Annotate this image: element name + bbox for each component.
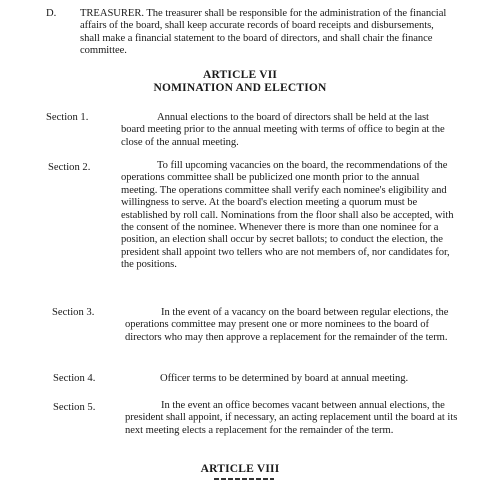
section-3-text: In the event of a vacancy on the board between regular elections, the operations committee may present one or more nominees to the board of directors who may then approve a replacement for the remainder of the term. xyxy=(125,307,449,343)
article-7-subtitle: NOMINATION AND ELECTION xyxy=(153,82,327,94)
section-3-label: Section 3. xyxy=(52,307,95,318)
section-4-label: Section 4. xyxy=(53,373,96,384)
section-1-label: Section 1. xyxy=(46,112,89,123)
section-2-label: Section 2. xyxy=(48,162,91,173)
section-2-text: To fill upcoming vacancies on the board, the recommendations of the operations committee shall be publicized one month prior to the annual meeting. The operations committee shall verify each nominee's eligibility and willingness to serve. At the board's election meeting a quorum must be established by roll call. Nominations from the floor shall also be accepted, with the consent of the nominee. Whenever there is more than one nominee for a position, an election shall occur by secret ballots; to conduct the election, the president shall appoint two tellers who are not members of, nor candidates for, the positions. xyxy=(121,160,454,271)
section-5-label: Section 5. xyxy=(53,402,96,413)
article-8-subtitle-fragment xyxy=(214,476,274,480)
article-8-title: ARTICLE VIII xyxy=(200,463,280,475)
section-5-text: In the event an office becomes vacant between annual elections, the president shall appoint, if necessary, an acting replacement until the board at its next meeting elects a replacement for the remainder of the term. xyxy=(125,400,458,436)
section-4-text: Officer terms to be determined by board at annual meeting. xyxy=(160,373,409,384)
item-d-letter: D. xyxy=(46,8,57,19)
section-1-text: Annual elections to the board of directors shall be held at the last board meeting prior to the annual meeting with terms of office to begin at the close of the annual meeting. xyxy=(121,112,445,148)
item-d-paragraph xyxy=(80,8,452,58)
item-d-text: The treasurer shall be responsible for the administration of the financial affairs of the board, shall keep accurate records of board receipts and disbursements, shall make a financial statement to the board of directors, and shall chair the finance committee. xyxy=(80,8,447,57)
item-d-keyword: TREASURER. xyxy=(80,8,144,19)
article-7-title: ARTICLE VII xyxy=(202,69,278,81)
